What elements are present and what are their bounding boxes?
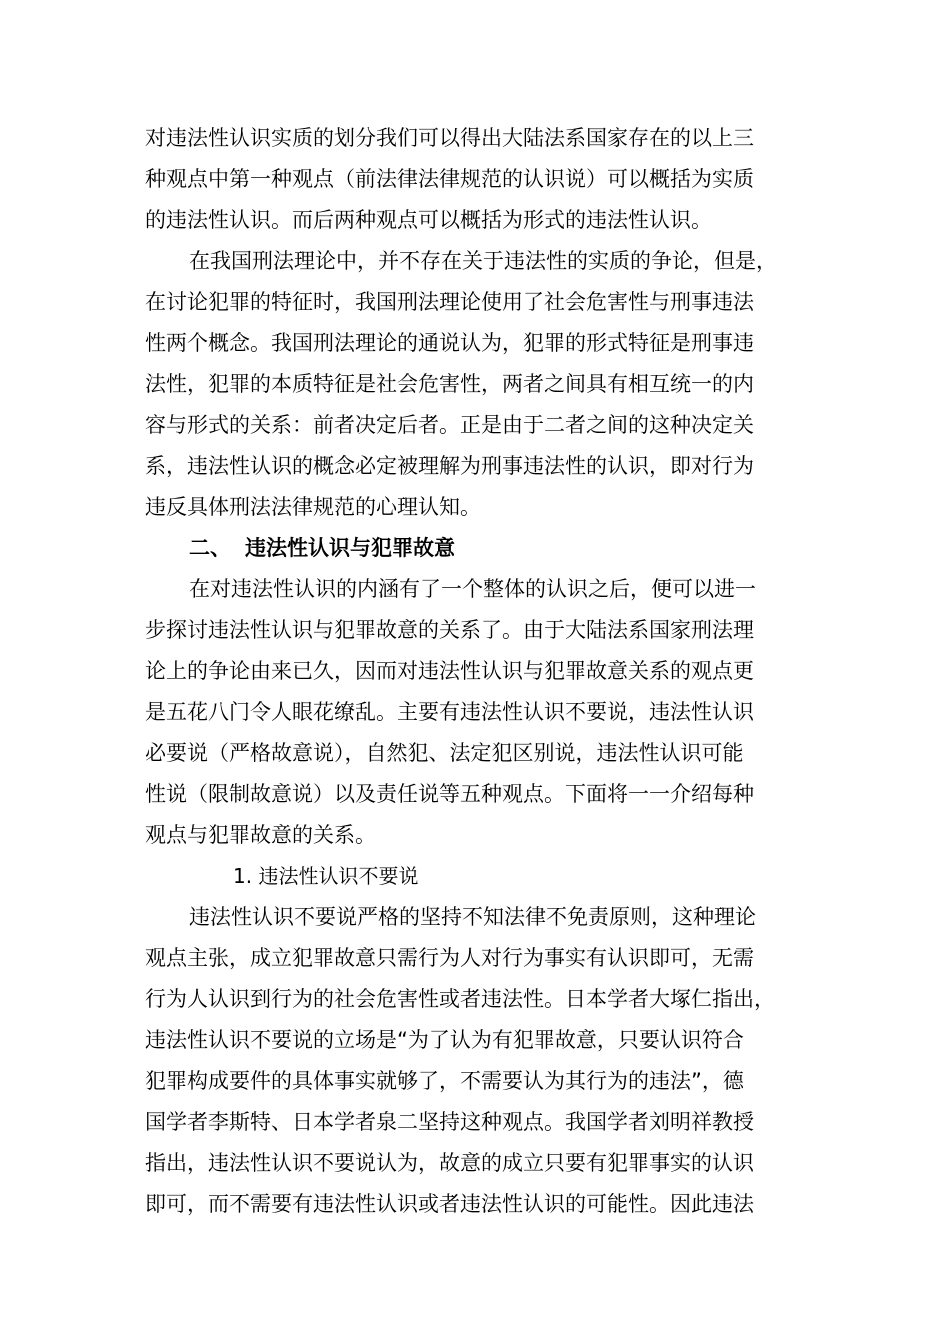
text-line: 行为人认识到行为的社会危害性或者违法性。日本学者大塚仁指出，	[145, 987, 775, 1011]
text-line: 容与形式的关系：前者决定后者。正是由于二者之间的这种决定关	[145, 413, 754, 437]
text-line: 论上的争论由来已久，因而对违法性认识与犯罪故意关系的观点更	[145, 659, 754, 683]
text-line: 指出，违法性认识不要说认为，故意的成立只要有犯罪事实的认识	[145, 1151, 754, 1175]
text-line: 性说（限制故意说）以及责任说等五种观点。下面将一一介绍每种	[145, 782, 754, 806]
text-line: 法性，犯罪的本质特征是社会危害性，两者之间具有相互统一的内	[145, 372, 754, 396]
text-line: 违反具体刑法法律规范的心理认知。	[145, 495, 481, 519]
text-line: 对违法性认识实质的划分我们可以得出大陆法系国家存在的以上三	[145, 126, 754, 150]
section-heading	[145, 528, 810, 569]
text-line: 性两个概念。我国刑法理论的通说认为，犯罪的形式特征是刑事违	[145, 331, 754, 355]
paragraph	[145, 897, 810, 1225]
text-line: 违法性认识不要说严格的坚持不知法律不免责原则，这种理论	[189, 905, 756, 929]
text-line: 在讨论犯罪的特征时，我国刑法理论使用了社会危害性与刑事违法	[145, 290, 754, 314]
text-line: 种观点中第一种观点（前法律法律规范的认识说）可以概括为实质	[145, 167, 754, 191]
text-line: 观点主张，成立犯罪故意只需行为人对行为事实有认识即可，无需	[145, 946, 754, 970]
text-line: 在对违法性认识的内涵有了一个整体的认识之后，便可以进一	[189, 577, 756, 601]
text-line: 在我国刑法理论中，并不存在关于违法性的实质的争论，但是，	[189, 249, 777, 273]
text-line: 的违法性认识。而后两种观点可以概括为形式的违法性认识。	[145, 208, 712, 232]
text-line: 系，违法性认识的概念必定被理解为刑事违法性的认识，即对行为	[145, 454, 754, 478]
text-line: 观点与犯罪故意的关系。	[145, 823, 376, 847]
text-line: 是五花八门令人眼花缭乱。主要有违法性认识不要说，违法性认识	[145, 700, 754, 724]
text-line: 国学者李斯特、日本学者泉二坚持这种观点。我国学者刘明祥教授	[145, 1110, 754, 1134]
section-title: 违法性认识与犯罪故意	[245, 536, 455, 560]
text-line: 犯罪构成要件的具体事实就够了，不需要认为其行为的违法”，德	[145, 1069, 744, 1093]
paragraph	[145, 569, 810, 856]
text-line: 违法性认识不要说的立场是“为了认为有犯罪故意，只要认识符合	[145, 1028, 744, 1052]
subsection-heading: 1. 违法性认识不要说	[233, 864, 419, 888]
text-line: 即可，而不需要有违法性认识或者违法性认识的可能性。因此违法	[145, 1192, 754, 1216]
text-line: 必要说（严格故意说），自然犯、法定犯区别说，违法性认识可能	[145, 741, 744, 765]
paragraph	[145, 241, 810, 528]
text-line: 步探讨违法性认识与犯罪故意的关系了。由于大陆法系国家刑法理	[145, 618, 754, 642]
paragraph	[145, 118, 810, 241]
document-body	[145, 118, 810, 1225]
section-number: 二、	[189, 536, 231, 560]
